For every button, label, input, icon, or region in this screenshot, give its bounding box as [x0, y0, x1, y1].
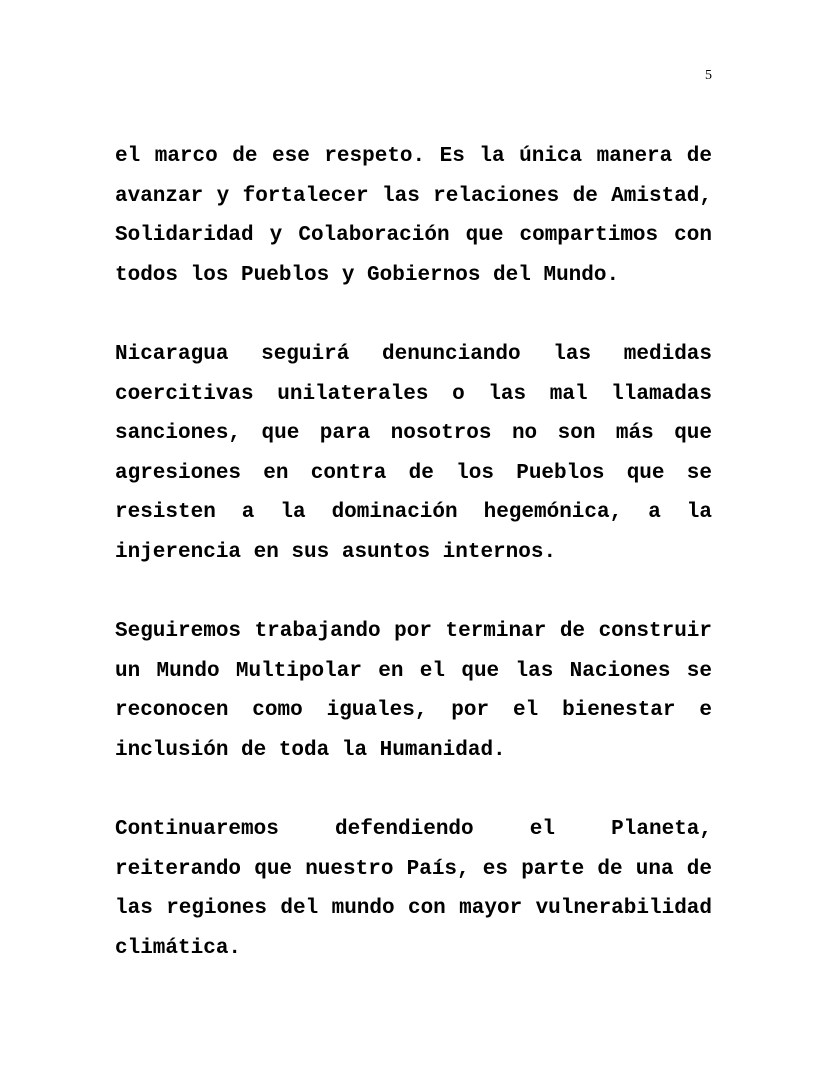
paragraph-2: Nicaragua seguirá denunciando las medidas coercitivas unilaterales o las mal llamadas sanciones, que para nosotros no son más que agresiones en contra de los Pueblos que se resisten a la dominación hegemónica, a la injerencia en sus asuntos internos.: [115, 343, 712, 564]
paragraph-3: Seguiremos trabajando por terminar de construir un Mundo Multipolar en el que las Naciones se reconocen como iguales, por el bienestar e inclusión de toda la Humanidad.: [115, 620, 712, 762]
paragraph-1: el marco de ese respeto. Es la única manera de avanzar y fortalecer las relaciones de Amistad, Solidaridad y Colaboración que compartimos con todos los Pueblos y Gobiernos del Mundo.: [115, 145, 712, 287]
paragraph-4: Continuaremos defendiendo el Planeta, reiterando que nuestro País, es parte de una de las regiones del mundo con mayor vulnerabilidad climática.: [115, 818, 712, 960]
document-body: [115, 137, 712, 968]
page-number: 5: [705, 68, 712, 83]
